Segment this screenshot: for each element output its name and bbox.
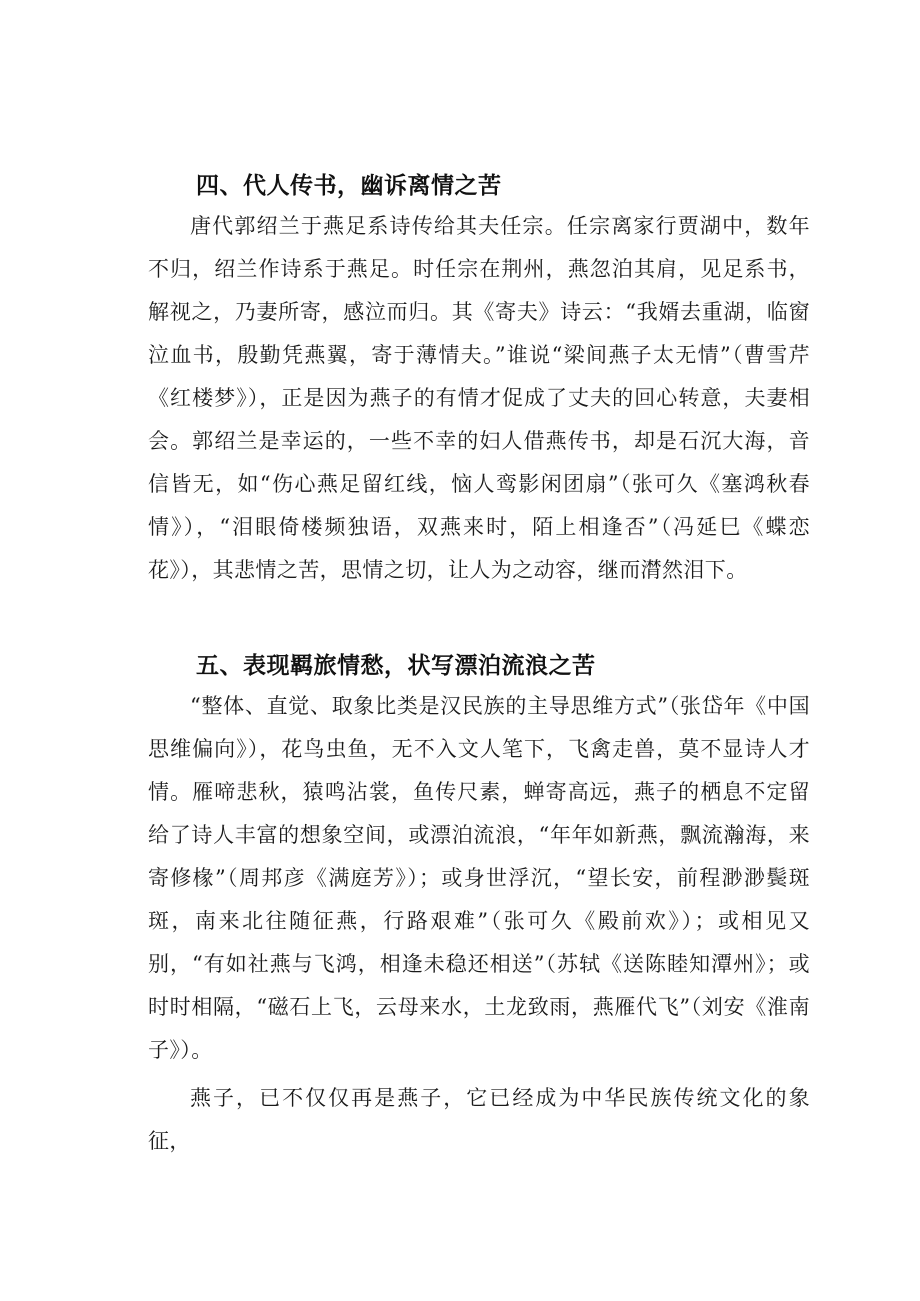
section-heading-five: 五、表现羁旅情愁，状写漂泊流浪之苦 xyxy=(196,653,596,679)
section-heading-four: 四、代人传书，幽诉离情之苦 xyxy=(196,173,502,199)
section-four-paragraph: 唐代郭绍兰于燕足系诗传给其夫任宗。任宗离家行贾湖中，数年不归，绍兰作诗系于燕足。时任宗在荆州，燕忽泊其肩，见足系书，解视之，乃妻所寄，感泣而归。其《寄夫》诗云：“我婿去重湖，临窗泣血书，殷勤凭燕翼，寄于薄情夫。”谁说“梁间燕子太无情”（曹雪芹《红楼梦》），正是因为燕子的有情才促成了丈夫的回心转意，夫妻相会。郭绍兰是幸运的，一些不幸的妇人借燕传书，却是石沉大海，音信皆无，如“伤心燕足留红线，恼人鸾影闲团扇”（张可久《塞鸿秋春情》），“泪眼倚楼频独语，双燕来时，陌上相逢否”（冯延巳《蝶恋花》），其悲情之苦，思情之切，让人为之动容，继而潸然泪下。 xyxy=(148,214,810,582)
section-five-paragraph: “整体、直觉、取象比类是汉民族的主导思维方式”（张岱年《中国思维偏向》），花鸟虫鱼，无不入文人笔下，飞禽走兽，莫不显诗人才情。雁啼悲秋，猿鸣沾裳，鱼传尺素，蝉寄高远，燕子的栖息不定留给了诗人丰富的想象空间，或漂泊流浪，“年年如新燕，飘流瀚海，来寄修椽”（周邦彦《满庭芳》）；或身世浮沉，“望长安，前程渺渺鬓斑斑，南来北往随征燕，行路艰难”（张可久《殿前欢》）；或相见又别，“有如社燕与飞鸿，相逢未稳还相送”（苏轼《送陈睦知潭州》；或时时相隔，“磁石上飞，云母来水，土龙致雨，燕雁代飞”（刘安《淮南子》）。 xyxy=(148,694,810,1062)
closing-paragraph: 燕子，已不仅仅再是燕子，它已经成为中华民族传统文化的象征， xyxy=(148,1086,810,1153)
